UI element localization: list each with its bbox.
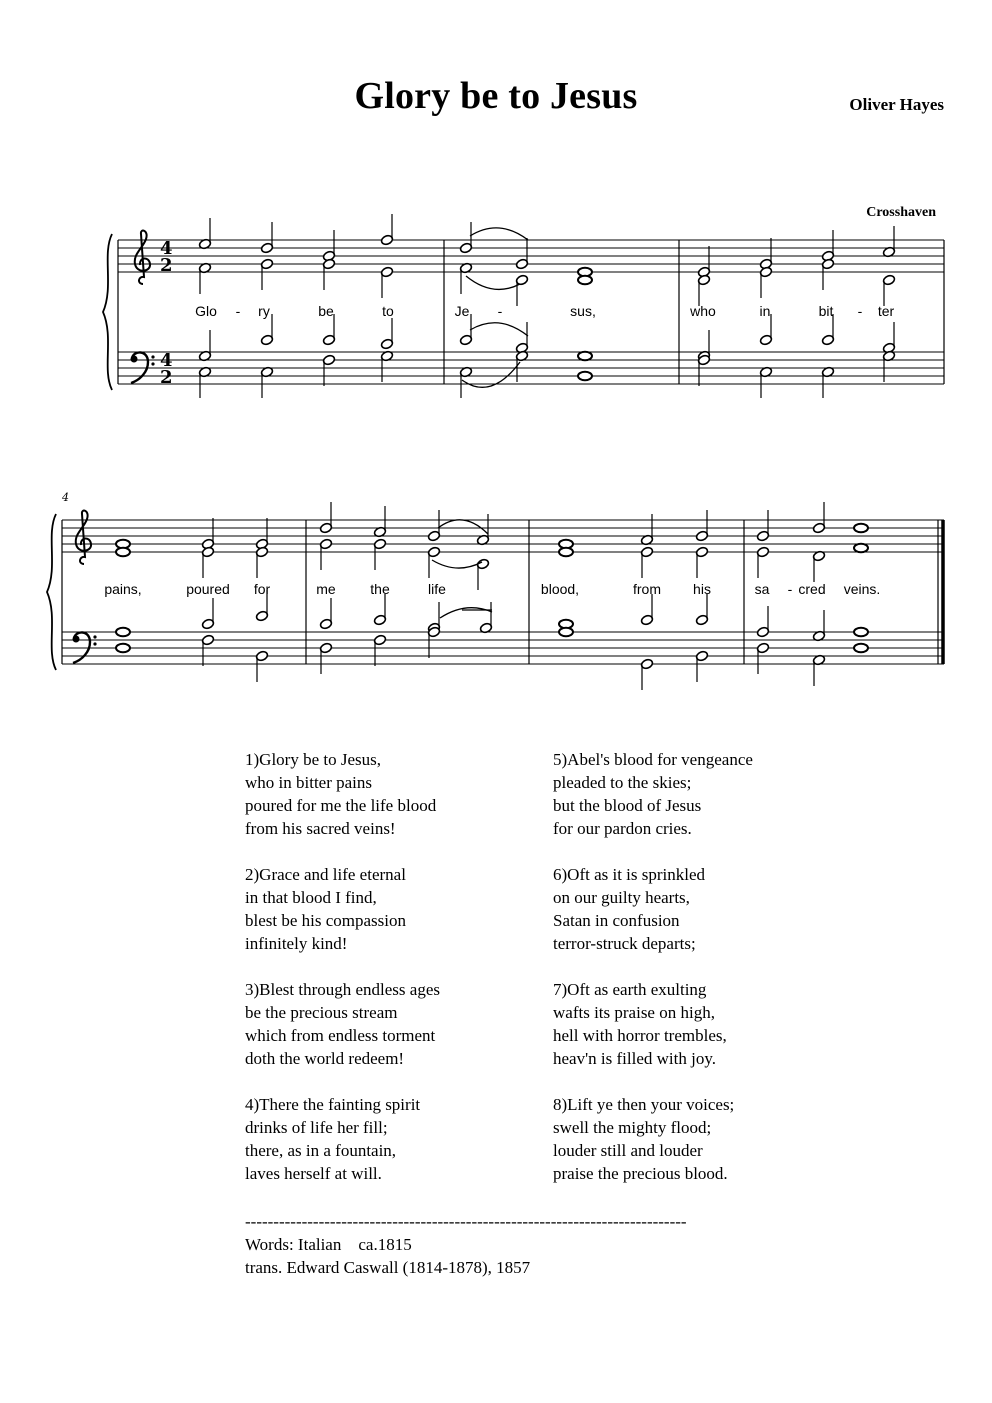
whole-note <box>854 524 868 532</box>
lyric-syllable: the <box>370 581 390 597</box>
composer-name: Oliver Hayes <box>849 95 944 114</box>
lyric-syllable: poured <box>186 581 230 597</box>
lyric-syllable: who <box>690 303 716 319</box>
verse-6: 6)Oft as it is sprinkled on our guilty hearts, Satan in confusion terror-struck departs; <box>553 865 706 953</box>
lyric-syllable: blood, <box>540 581 580 597</box>
credits-words: Words: Italian ca.1815 <box>245 1235 412 1254</box>
score-system-1 <box>103 214 944 398</box>
hymn-title: Glory be to Jesus <box>354 75 638 117</box>
lyric-syllable: - <box>787 581 793 597</box>
time-signature-top: 4 <box>160 238 173 259</box>
lyric-syllable: me <box>316 581 336 597</box>
lyric-syllable: his <box>693 581 711 597</box>
whole-note <box>116 628 130 636</box>
verse-7: 7)Oft as earth exulting wafts its praise on high, hell with horror trembles, heav'n is filled with joy. <box>553 980 727 1068</box>
system-brace <box>103 234 112 390</box>
credits-translator: trans. Edward Caswall (1814-1878), 1857 <box>245 1258 531 1277</box>
score-system-2 <box>47 491 944 690</box>
slur <box>470 323 528 336</box>
bass-clef-dot <box>93 635 96 638</box>
whole-note <box>559 628 573 636</box>
lyric-syllable: veins. <box>843 581 881 597</box>
bass-clef-dot <box>131 356 138 363</box>
lyric-syllable: sa <box>754 581 770 597</box>
lyric-syllable: ry <box>258 303 270 319</box>
slur <box>466 276 520 289</box>
lyric-syllable: ter <box>877 303 895 319</box>
bass-clef-dot <box>151 362 154 365</box>
lyric-syllable: bit <box>818 303 834 319</box>
whole-note <box>578 276 592 284</box>
verses-right-column <box>553 748 753 1208</box>
verse-4: 4)There the fainting spirit drinks of life her fill; there, as in a fountain, laves herself at will. <box>245 1095 421 1183</box>
verse-3: 3)Blest through endless ages be the precious stream which from endless torment doth the world redeem! <box>245 980 440 1068</box>
whole-note <box>116 548 130 556</box>
tune-name: Crosshaven <box>866 205 936 220</box>
bass-clef-dot <box>93 642 96 645</box>
lyric-syllable: - <box>497 303 503 319</box>
whole-note <box>559 548 573 556</box>
lyric-syllable: - <box>235 303 241 319</box>
lyric-syllable: cred <box>798 581 826 597</box>
lyric-syllable: for <box>253 581 271 597</box>
whole-note <box>578 352 592 360</box>
lyric-syllable: be <box>318 303 334 319</box>
whole-note <box>116 644 130 652</box>
lyric-syllable: sus, <box>570 303 596 319</box>
slur <box>432 560 482 568</box>
time-signature-top: 4 <box>160 350 173 371</box>
lyric-syllable: pains, <box>104 581 142 597</box>
verse-2: 2)Grace and life eternal in that blood I find, blest be his compassion infinitely kind! <box>245 865 407 953</box>
verse-8: 8)Lift ye then your voices; swell the mighty flood; louder still and louder praise the precious blood. <box>553 1095 735 1183</box>
lyric-syllable: to <box>382 303 394 319</box>
treble-clef-icon <box>76 511 91 564</box>
verse-1: 1)Glory be to Jesus, who in bitter pains poured for me the life blood from his sacred veins! <box>245 750 437 838</box>
time-signature-bottom: 2 <box>160 367 173 388</box>
slur <box>438 520 488 534</box>
lyric-syllable: Je <box>454 303 470 319</box>
verses-left-column <box>245 748 440 1208</box>
bass-clef-dot <box>73 636 80 643</box>
whole-note <box>854 644 868 652</box>
bass-clef-dot <box>151 355 154 358</box>
slur <box>470 228 528 240</box>
lyric-syllable: - <box>857 303 863 319</box>
lyric-syllable: from <box>633 581 661 597</box>
whole-note <box>578 372 592 380</box>
system-brace <box>47 514 56 670</box>
credits <box>245 1210 687 1279</box>
measure-number: 4 <box>62 491 69 504</box>
lyric-syllable: in <box>759 303 771 319</box>
whole-note <box>854 628 868 636</box>
credits-divider: ------------------------------------------------------------------------------ <box>245 1212 687 1231</box>
lyric-syllable: life <box>428 581 446 597</box>
slur <box>440 608 492 618</box>
verse-5: 5)Abel's blood for vengeance pleaded to the skies; but the blood of Jesus for our pardon cries. <box>553 750 753 838</box>
whole-note <box>854 544 868 552</box>
lyric-syllable: Glo <box>195 303 217 319</box>
time-signature-bottom: 2 <box>160 255 173 276</box>
treble-clef-icon <box>135 231 150 284</box>
